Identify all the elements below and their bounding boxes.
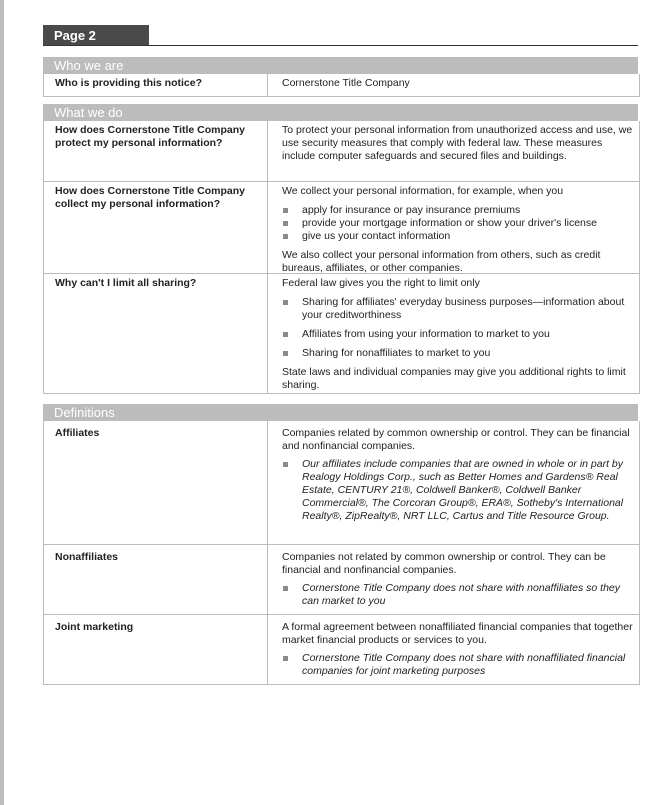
square-bullet-icon xyxy=(283,208,288,213)
definition-cell xyxy=(268,421,639,544)
answer-cell: Cornerstone Title Company xyxy=(282,77,410,89)
question-cell: Who is providing this notice? xyxy=(44,74,268,96)
page-label: Page 2 xyxy=(43,25,149,46)
list-item: give us your contact information xyxy=(282,230,635,243)
square-bullet-icon xyxy=(283,462,288,467)
square-bullet-icon xyxy=(283,332,288,337)
term-cell: Affiliates xyxy=(44,421,268,544)
table-row xyxy=(44,421,639,545)
definition-text: Companies not related by common ownership or control. They can be financial and nonfinancial companies. xyxy=(282,551,606,576)
term-cell: Joint marketing xyxy=(44,615,268,684)
section-heading-definitions: Definitions xyxy=(43,404,638,421)
square-bullet-icon xyxy=(283,351,288,356)
table-row xyxy=(44,74,639,97)
what-we-do-table xyxy=(43,121,640,394)
list-item: Sharing for affiliates' everyday business purposes—information about your creditworthiness xyxy=(282,296,635,322)
question-cell: Why can't I limit all sharing? xyxy=(44,274,268,393)
list-item: Our affiliates include companies that are owned in whole or in part by Realogy Holdings Corp., such as Better Homes and Gardens® Real Estate, CENTURY 21®, Coldwell Banker®, Coldwell Banker Commercial®, The Corcoran Group®, ERA®, Sotheby's International Realty®, ZipRealty®, NRT LLC, Cartus and Title Resource Group. xyxy=(282,458,635,523)
definition-cell xyxy=(268,615,639,684)
table-row xyxy=(44,274,639,394)
definition-cell xyxy=(268,545,639,614)
affiliates-note-list xyxy=(282,458,635,523)
square-bullet-icon xyxy=(283,300,288,305)
section-heading-what-we-do: What we do xyxy=(43,104,638,121)
answer-outro: We also collect your personal information from others, such as credit bureaus, affiliates, or other companies. xyxy=(282,249,601,274)
list-item: provide your mortgage information or show your driver's license xyxy=(282,217,635,230)
limit-bullet-list xyxy=(282,296,635,360)
answer-cell xyxy=(268,274,639,393)
list-item: Affiliates from using your information to market to you xyxy=(282,328,635,341)
definitions-table xyxy=(43,421,640,685)
square-bullet-icon xyxy=(283,221,288,226)
answer-cell xyxy=(268,182,639,273)
list-item: apply for insurance or pay insurance premiums xyxy=(282,204,635,217)
table-row xyxy=(44,182,639,274)
page-header-rule xyxy=(43,45,638,46)
term-cell: Nonaffiliates xyxy=(44,545,268,614)
definition-text: Companies related by common ownership or control. They can be financial and nonfinancial companies. xyxy=(282,427,630,452)
who-we-are-table xyxy=(43,74,640,97)
square-bullet-icon xyxy=(283,656,288,661)
square-bullet-icon xyxy=(283,586,288,591)
list-item: Cornerstone Title Company does not share with nonaffiliated financial companies for joint marketing purposes xyxy=(282,652,635,678)
collect-bullet-list xyxy=(282,204,635,243)
list-item: Cornerstone Title Company does not share with nonaffiliates so they can market to you xyxy=(282,582,639,608)
table-row xyxy=(44,615,639,685)
nonaffiliates-note-list xyxy=(282,582,639,608)
answer-outro: State laws and individual companies may give you additional rights to limit sharing. xyxy=(282,366,626,391)
table-row xyxy=(44,121,639,182)
question-cell: How does Cornerstone Title Company protect my personal information? xyxy=(44,121,268,181)
left-margin-rule xyxy=(0,0,4,805)
answer-intro: Federal law gives you the right to limit only xyxy=(282,277,480,289)
list-item: Sharing for nonaffiliates to market to you xyxy=(282,347,635,360)
answer-cell xyxy=(268,121,639,181)
question-cell: How does Cornerstone Title Company collect my personal information? xyxy=(44,182,268,273)
joint-marketing-note-list xyxy=(282,652,635,678)
section-heading-who-we-are: Who we are xyxy=(43,57,638,74)
square-bullet-icon xyxy=(283,234,288,239)
answer-intro: We collect your personal information, for example, when you xyxy=(282,185,564,197)
table-row xyxy=(44,545,639,615)
answer-text: To protect your personal information from unauthorized access and use, we use security measures that comply with federal law. These measures include computer safeguards and secured files and buildings. xyxy=(282,124,633,162)
definition-text: A formal agreement between nonaffiliated financial companies that together market financial products or services to you. xyxy=(282,621,633,646)
